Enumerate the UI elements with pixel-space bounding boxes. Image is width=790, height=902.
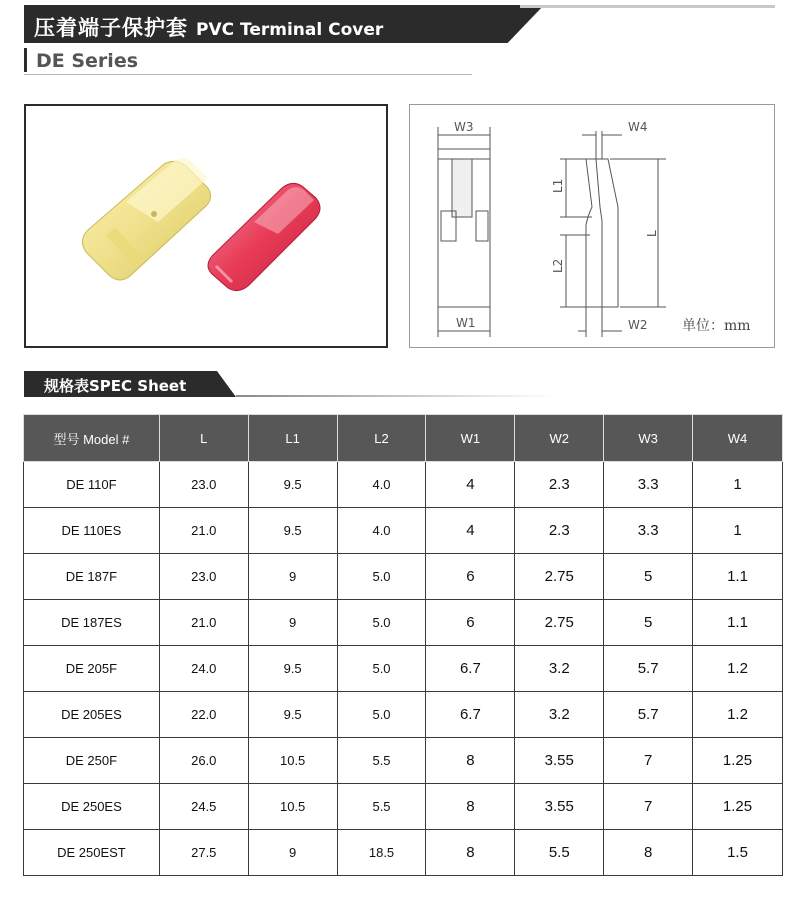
cell-l: 24.5 [159, 784, 248, 830]
label-w3: W3 [454, 120, 474, 134]
spec-table [23, 414, 783, 876]
table-row [24, 600, 783, 646]
column-header-w2: W2 [515, 415, 604, 462]
table-row [24, 646, 783, 692]
cell-l1: 9 [248, 830, 337, 876]
table-row [24, 738, 783, 784]
cell-l1: 9.5 [248, 692, 337, 738]
label-w4: W4 [628, 120, 648, 134]
cell-l2: 5.5 [337, 784, 426, 830]
cell-w4: 1.25 [693, 738, 783, 784]
cell-w4: 1.2 [693, 646, 783, 692]
red-cover [208, 183, 320, 290]
cell-l2: 4.0 [337, 462, 426, 508]
cell-model: DE 187F [24, 554, 160, 600]
cell-w2: 2.75 [515, 554, 604, 600]
page-title [34, 12, 383, 42]
cell-l1: 9.5 [248, 646, 337, 692]
series-accent [24, 48, 27, 72]
cell-l1: 10.5 [248, 784, 337, 830]
title-english: PVC Terminal Cover [196, 20, 384, 40]
cell-w3: 3.3 [604, 508, 693, 554]
cell-w4: 1 [693, 462, 783, 508]
cell-l: 21.0 [159, 508, 248, 554]
column-header-l2: L2 [337, 415, 426, 462]
cell-l2: 5.0 [337, 692, 426, 738]
cell-w4: 1.2 [693, 692, 783, 738]
table-header-row [24, 415, 783, 462]
cell-w1: 6 [426, 554, 515, 600]
column-header-model: 型号 Model # [24, 415, 160, 462]
spec-heading-rule [236, 395, 556, 397]
cell-w3: 5 [604, 600, 693, 646]
cell-w3: 5 [604, 554, 693, 600]
cell-w1: 6 [426, 600, 515, 646]
column-header-w4: W4 [693, 415, 783, 462]
cell-w4: 1 [693, 508, 783, 554]
cell-l1: 10.5 [248, 738, 337, 784]
cell-model: DE 187ES [24, 600, 160, 646]
cell-w1: 4 [426, 508, 515, 554]
cell-w1: 4 [426, 462, 515, 508]
cell-w2: 5.5 [515, 830, 604, 876]
cell-w1: 6.7 [426, 646, 515, 692]
cell-w1: 6.7 [426, 692, 515, 738]
cell-w4: 1.1 [693, 600, 783, 646]
cell-w4: 1.25 [693, 784, 783, 830]
column-header-l1: L1 [248, 415, 337, 462]
table-row [24, 508, 783, 554]
series-label: DE Series [36, 50, 139, 72]
table-row [24, 554, 783, 600]
cell-model: DE 110F [24, 462, 160, 508]
cell-l2: 18.5 [337, 830, 426, 876]
dimension-diagram [410, 105, 774, 347]
terminal-covers-image [26, 106, 386, 346]
cell-w2: 2.3 [515, 508, 604, 554]
label-l: L [645, 230, 659, 237]
column-header-w3: W3 [604, 415, 693, 462]
product-photo [24, 104, 388, 348]
title-banner-stripe [520, 5, 775, 43]
cell-w3: 5.7 [604, 646, 693, 692]
cell-w1: 8 [426, 830, 515, 876]
label-w1: W1 [456, 316, 476, 330]
cell-w4: 1.5 [693, 830, 783, 876]
cell-w2: 3.55 [515, 738, 604, 784]
title-chinese: 压着端子保护套 [34, 16, 188, 40]
cell-l: 23.0 [159, 462, 248, 508]
unit-label: 单位：mm [682, 318, 751, 334]
cell-w1: 8 [426, 738, 515, 784]
cell-w2: 3.55 [515, 784, 604, 830]
label-l2: L2 [551, 258, 565, 273]
cell-l: 23.0 [159, 554, 248, 600]
cell-model: DE 250F [24, 738, 160, 784]
cell-l: 24.0 [159, 646, 248, 692]
column-header-w1: W1 [426, 415, 515, 462]
cell-l: 21.0 [159, 600, 248, 646]
cell-l2: 4.0 [337, 508, 426, 554]
cell-l: 22.0 [159, 692, 248, 738]
label-l1: L1 [551, 178, 565, 193]
cell-w4: 1.1 [693, 554, 783, 600]
cell-model: DE 250ES [24, 784, 160, 830]
series-underline [24, 74, 472, 75]
table-row [24, 692, 783, 738]
cell-w3: 5.7 [604, 692, 693, 738]
cell-w3: 7 [604, 784, 693, 830]
label-w2: W2 [628, 318, 648, 332]
cell-w3: 3.3 [604, 462, 693, 508]
cell-model: DE 250EST [24, 830, 160, 876]
cell-w3: 8 [604, 830, 693, 876]
table-row [24, 784, 783, 830]
cell-l: 26.0 [159, 738, 248, 784]
spec-heading: 规格表SPEC Sheet [44, 377, 187, 395]
cell-w2: 2.75 [515, 600, 604, 646]
cell-l1: 9 [248, 600, 337, 646]
table-row [24, 462, 783, 508]
cell-l1: 9 [248, 554, 337, 600]
cell-model: DE 205F [24, 646, 160, 692]
cell-w2: 2.3 [515, 462, 604, 508]
dimension-drawing [409, 104, 775, 348]
cell-l1: 9.5 [248, 508, 337, 554]
cell-model: DE 110ES [24, 508, 160, 554]
cell-l: 27.5 [159, 830, 248, 876]
cell-l2: 5.0 [337, 600, 426, 646]
cell-w3: 7 [604, 738, 693, 784]
cell-model: DE 205ES [24, 692, 160, 738]
table-row [24, 830, 783, 876]
cell-l2: 5.0 [337, 646, 426, 692]
cell-l2: 5.0 [337, 554, 426, 600]
cell-w2: 3.2 [515, 646, 604, 692]
column-header-l: L [159, 415, 248, 462]
cell-l1: 9.5 [248, 462, 337, 508]
yellow-cover [82, 158, 210, 280]
cell-w2: 3.2 [515, 692, 604, 738]
cell-w1: 8 [426, 784, 515, 830]
cell-l2: 5.5 [337, 738, 426, 784]
